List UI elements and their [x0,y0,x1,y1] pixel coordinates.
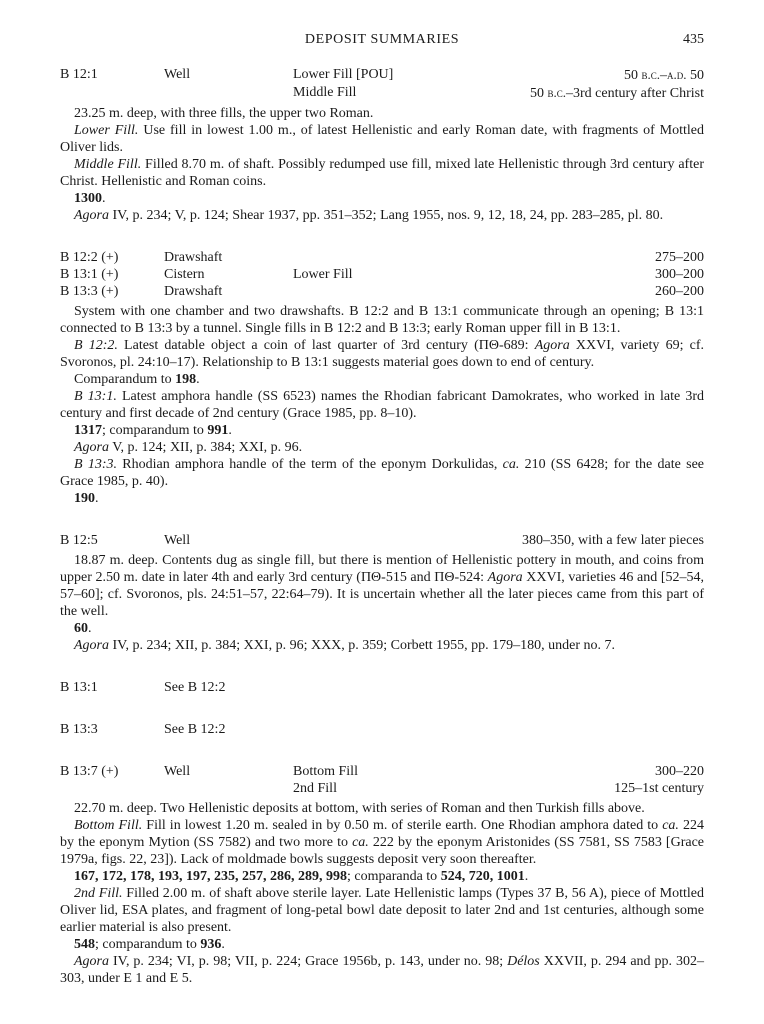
deposit-id: B 13:1 (+) [60,267,119,282]
fill-name: Middle Fill [293,85,357,100]
deposit-header-row [60,532,704,549]
running-title: DEPOSIT SUMMARIES [304,32,460,47]
deposit-date: 260–200 [655,284,704,299]
deposit-id: B 12:1 [60,67,98,82]
description-paragraph: 548; comparandum to 936. [74,937,225,952]
description-paragraph: Bottom Fill. Fill in lowest 1.20 m. sealed in by 0.50 m. of sterile earth. One Rhodian amphora dated to ca. 224 by the eponym Mytion (SS 7582) and two more to ca. 222 by the eponym Aristonides (SS 7581, SS 7583 [Grace 1979a, figs. 22, 23]). Lack of moldmade bowls suggests deposit very soon thereafter. [60,818,705,867]
deposit-header-row [60,283,704,300]
deposit-type: See B 12:2 [164,722,226,737]
deposit-header-row [60,780,704,797]
deposit-id: B 13:3 [60,722,98,737]
deposit-type [164,780,293,797]
deposit-date: 300–200 [655,267,704,282]
deposit-description [60,800,704,987]
deposit-section [60,763,704,987]
deposit-header-row [60,266,704,283]
deposit-date: 275–200 [655,250,704,265]
deposit-type: Well [164,67,191,82]
description-paragraph: Comparandum to 198. [74,372,200,387]
deposit-header-row [60,249,704,266]
description-paragraph: 22.70 m. deep. Two Hellenistic deposits at bottom, with series of Roman and then Turkish fills above. [74,801,645,816]
deposit-id [60,780,164,797]
deposit-section [60,532,704,654]
description-paragraph: B 13:1. Latest amphora handle (SS 6523) names the Rhodian fabricant Damokrates, who worked in late 3rd century and first decade of 2nd century (Grace 1985, pp. 8–10). [60,389,704,421]
deposit-description [60,303,704,507]
description-paragraph: Agora IV, p. 234; XII, p. 384; XXI, p. 96; XXX, p. 359; Corbett 1955, pp. 179–180, under no. 7. [74,638,616,653]
description-paragraph: 60. [74,621,92,636]
running-head [60,32,704,54]
deposit-header-row [60,721,704,738]
description-paragraph: 167, 172, 178, 193, 197, 235, 257, 286, 289, 998; comparanda to 524, 720, 1001. [74,869,529,884]
description-paragraph: 1300. [74,191,106,206]
deposit-type [164,84,293,102]
deposit-type: Drawshaft [164,284,223,299]
page-number: 435 [683,32,704,47]
deposit-section [60,679,704,696]
document-page [60,32,704,1012]
deposit-id: B 13:3 (+) [60,284,119,299]
description-paragraph: B 12:2. Latest datable object a coin of last quarter of 3rd century (ΠΘ-689: Agora XXVI, variety 69; cf. Svoronos, pl. 24:10–17). Relationship to B 13:1 suggests material goes down to end of century. [60,338,704,370]
fill-name: Lower Fill [293,267,353,282]
deposit-id [60,84,164,102]
deposit-date: 125–1st century [614,781,704,796]
deposit-type: Drawshaft [164,250,223,265]
description-paragraph: System with one chamber and two drawshafts. B 12:2 and B 13:1 communicate through an opening; B 13:1 connected to B 13:3 by a tunnel. Single fills in B 12:2 and B 13:3; early Roman upper fill in B 13:1. [60,304,704,336]
description-paragraph: 1317; comparandum to 991. [74,423,232,438]
description-paragraph: 18.87 m. deep. Contents dug as single fill, but there is mention of Hellenistic pottery in mouth, and coins from upper 2.50 m. date in later 4th and early 3rd century (ΠΘ-515 and ΠΘ-524: Agora XXVI, varieties 46 and [52–54, 57–60]; cf. Svoronos, pls. 24:51–57, 22:64–79). It is uncertain whether all the later pieces came from this part of the well. [60,553,704,619]
description-paragraph: Lower Fill. Use fill in lowest 1.00 m., of latest Hellenistic and early Roman date, with fragments of Mottled Oliver lids. [60,123,704,155]
deposit-description [60,552,704,654]
deposit-id: B 13:1 [60,680,98,695]
deposit-header-row [60,679,704,696]
description-paragraph: 190. [74,491,99,506]
deposit-id: B 12:2 (+) [60,250,119,265]
deposit-id: B 12:5 [60,533,98,548]
description-paragraph: 2nd Fill. Filled 2.00 m. of shaft above sterile layer. Late Hellenistic lamps (Types 37 B, 56 A), piece of Mottled Oliver lid, ESA plates, and fragment of long-petal bowl date deposit to later 2nd and 1st centuries, although some earlier material is also present. [60,886,704,935]
deposit-header-row [60,66,704,84]
fill-name: 2nd Fill [293,781,337,796]
deposit-header-row [60,763,704,780]
fill-name [293,721,704,738]
fill-name [293,283,655,300]
deposit-list [60,66,704,987]
fill-name [293,679,704,696]
deposit-date: 50 b.c.–3rd century after Christ [529,85,704,101]
description-paragraph: Agora V, p. 124; XII, p. 384; XXI, p. 96. [74,440,303,455]
deposit-type: See B 12:2 [164,680,226,695]
deposit-type: Well [164,533,191,548]
fill-name: Bottom Fill [293,764,358,779]
deposit-type: Cistern [164,267,205,282]
deposit-date: 380–350, with a few later pieces [522,533,704,548]
description-paragraph: Agora IV, p. 234; V, p. 124; Shear 1937, pp. 351–352; Lang 1955, nos. 9, 12, 18, 24, pp. 283–285, pl. 80. [74,208,664,223]
description-paragraph: B 13:3. Rhodian amphora handle of the term of the eponym Dorkulidas, ca. 210 (SS 6428; for the date see Grace 1985, p. 40). [60,457,705,489]
deposit-section [60,66,704,224]
deposit-id: B 13:7 (+) [60,764,119,779]
deposit-date: 300–220 [655,764,704,779]
deposit-type: Well [164,764,191,779]
description-paragraph: Middle Fill. Filled 8.70 m. of shaft. Possibly redumped use fill, mixed late Hellenistic through 3rd century after Christ. Hellenistic and Roman coins. [60,157,704,189]
fill-name: Lower Fill [POU] [293,67,394,82]
deposit-date: 50 b.c.–a.d. 50 [623,67,704,83]
deposit-section [60,249,704,507]
deposit-section [60,721,704,738]
description-paragraph: Agora IV, p. 234; VI, p. 98; VII, p. 224; Grace 1956b, p. 143, under no. 98; Délos XXVII, p. 294 and pp. 302–303, under E 1 and E 5. [60,954,704,986]
fill-name [293,249,655,266]
fill-name [293,532,522,549]
description-paragraph: 23.25 m. deep, with three fills, the upper two Roman. [74,106,374,121]
deposit-header-row [60,84,704,102]
deposit-description [60,105,704,224]
